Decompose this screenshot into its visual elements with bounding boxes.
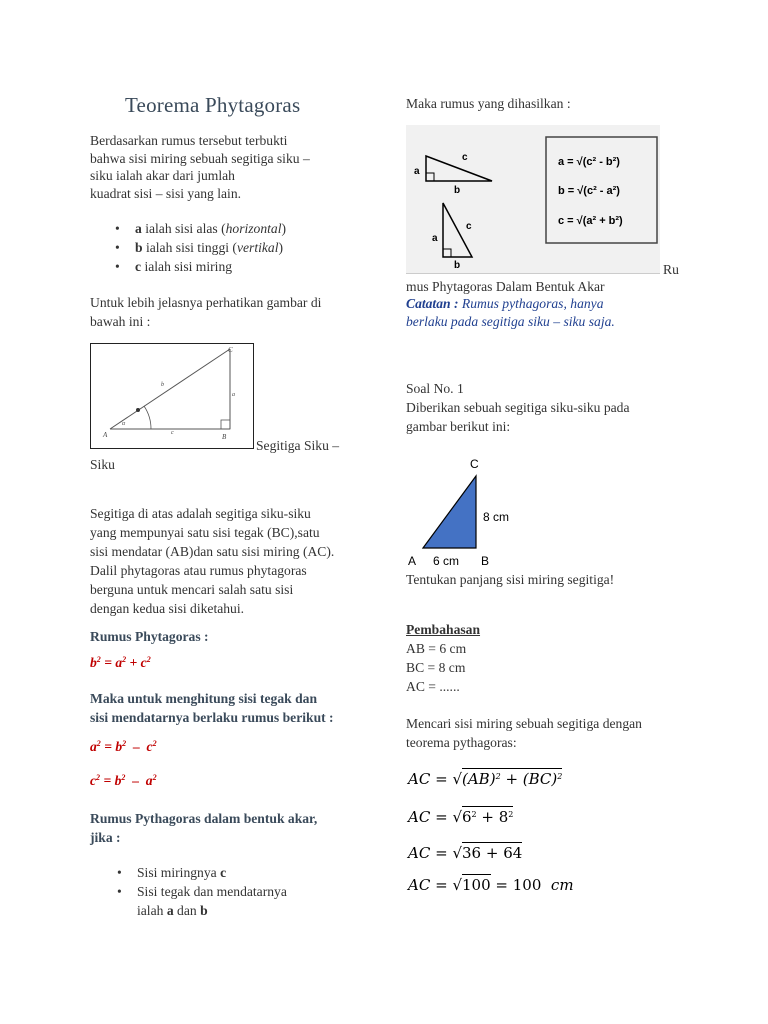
label-alpha: α — [122, 421, 126, 427]
formula-b-root: b = √(c² - a²) — [558, 185, 620, 197]
intro-line: Berdasarkan rumus tersebut terbukti — [90, 133, 288, 148]
maka-heading-line: sisi mendatarnya berlaku rumus berikut : — [90, 710, 334, 725]
description-paragraph — [90, 504, 334, 618]
akar-heading-line: Rumus Pythagoras dalam bentuk akar, — [90, 811, 318, 826]
figure-intro — [90, 293, 321, 331]
mencari-line: Mencari sisi miring sebuah segitiga dengan — [406, 716, 642, 731]
problem-triangle — [403, 452, 523, 572]
maka-rumus: Maka rumus yang dihasilkan : — [406, 96, 571, 111]
mencari-paragraph — [406, 714, 642, 752]
question: Tentukan panjang sisi miring segitiga! — [406, 572, 615, 587]
formula-c-root: c = √(a² + b²) — [558, 215, 623, 227]
akar-heading-line: jika : — [90, 830, 121, 845]
given-line: BC = 8 cm — [406, 660, 466, 675]
equation-3: AC = √36 + 64 — [408, 844, 523, 862]
catatan: Catatan : Rumus pythagoras, hanya — [406, 296, 604, 311]
soal-description — [406, 398, 630, 436]
pembahasan-heading: Pembahasan — [406, 622, 481, 637]
side-ab-label: 6 cm — [433, 554, 460, 568]
image-caption: mus Phytagoras Dalam Bentuk Akar — [406, 279, 605, 294]
description-line: sisi mendatar (AB)dan satu sisi miring (AC). — [90, 544, 335, 559]
intro-paragraph — [90, 131, 310, 203]
description-line: yang mempunyai satu sisi tegak (BC),satu — [90, 525, 320, 540]
svg-text:a: a — [432, 233, 438, 244]
equation-1: AC = √(AB)$^2$ + (BC)$^2$ — [408, 770, 563, 788]
intro-line: kuadrat sisi – sisi yang lain. — [90, 186, 242, 201]
svg-text:b: b — [454, 260, 461, 271]
figure-intro-line: bawah ini : — [90, 314, 151, 329]
formula-a-root: a = √(c² - b²) — [558, 156, 620, 168]
triangle-figure — [90, 343, 254, 449]
soal-line: Diberikan sebuah segitiga siku-siku pada — [406, 400, 630, 415]
list-item: • b ialah sisi tinggi (vertikal) — [135, 238, 283, 257]
label-A: A — [103, 431, 108, 439]
vertex-B: B — [481, 554, 490, 568]
formula-image — [406, 125, 660, 274]
description-line: berguna untuk mencari salah satu sisi — [90, 582, 294, 597]
given-values — [406, 639, 466, 696]
svg-text:c: c — [466, 221, 472, 232]
formula-c: $c^2 = b^2 - a^2$ — [90, 773, 157, 788]
side-bc-label: 8 cm — [483, 510, 510, 524]
figure-caption: Segitiga Siku – — [256, 438, 340, 453]
rumus-heading: Rumus Phytagoras : — [90, 629, 209, 644]
triangle-shape — [423, 476, 476, 548]
svg-text:a: a — [414, 166, 420, 177]
figure-intro-line: Untuk lebih jelasnya perhatikan gambar di — [90, 295, 322, 310]
label-C: C — [228, 346, 233, 354]
svg-text:c: c — [462, 152, 468, 163]
equation-2: AC = $√6^2 + 8^2$ — [408, 808, 514, 826]
triangle-diagram — [91, 344, 252, 447]
intro-line: bahwa sisi miring sebuah segitiga siku – — [90, 151, 310, 166]
maka-heading — [90, 689, 334, 727]
description-line: dengan kedua sisi diketahui. — [90, 601, 245, 616]
vertex-C: C — [470, 457, 479, 471]
catatan-line-2: berlaku pada segitiga siku – siku saja. — [406, 314, 615, 329]
list-item: • a ialah sisi alas (horizontal) — [135, 219, 286, 238]
soal-title: Soal No. 1 — [406, 381, 464, 396]
description-line: Segitiga di atas adalah segitiga siku-siku — [90, 506, 311, 521]
list-item-continuation: ialah a dan b — [137, 903, 208, 918]
svg-text:b: b — [454, 185, 461, 196]
soal-line: gambar berikut ini: — [406, 419, 511, 434]
label-B: B — [222, 433, 227, 441]
maka-heading-line: Maka untuk menghitung sisi tegak dan — [90, 691, 318, 706]
given-line: AB = 6 cm — [406, 641, 467, 656]
description-line: Dalil phytagoras atau rumus phytagoras — [90, 563, 307, 578]
list-item: • Sisi miringnya c — [137, 863, 226, 882]
mencari-line: teorema pythagoras: — [406, 735, 517, 750]
akar-heading — [90, 809, 317, 847]
problem-triangle-diagram — [403, 452, 523, 572]
label-c: c — [171, 430, 174, 436]
figure-caption: Siku — [90, 457, 115, 472]
label-b: b — [161, 382, 164, 388]
formula-main: $b^2 = a^2 + c^2$ — [90, 655, 151, 670]
label-a: a — [232, 392, 235, 398]
given-line: AC = ...... — [406, 679, 460, 694]
list-item: • Sisi tegak dan mendatarnya — [137, 882, 287, 901]
intro-line: siku ialah akar dari jumlah — [90, 168, 235, 183]
page-title: Teorema Phytagoras — [125, 93, 301, 117]
akar-formula-diagram — [406, 125, 660, 273]
equation-4: AC = √100 = 100 cm — [408, 876, 574, 894]
list-item: • c ialah sisi miring — [135, 257, 232, 276]
formula-a: $a^2 = b^2 - c^2$ — [90, 739, 157, 754]
vertex-A: A — [408, 554, 417, 568]
caption-start: Ru — [663, 262, 679, 277]
